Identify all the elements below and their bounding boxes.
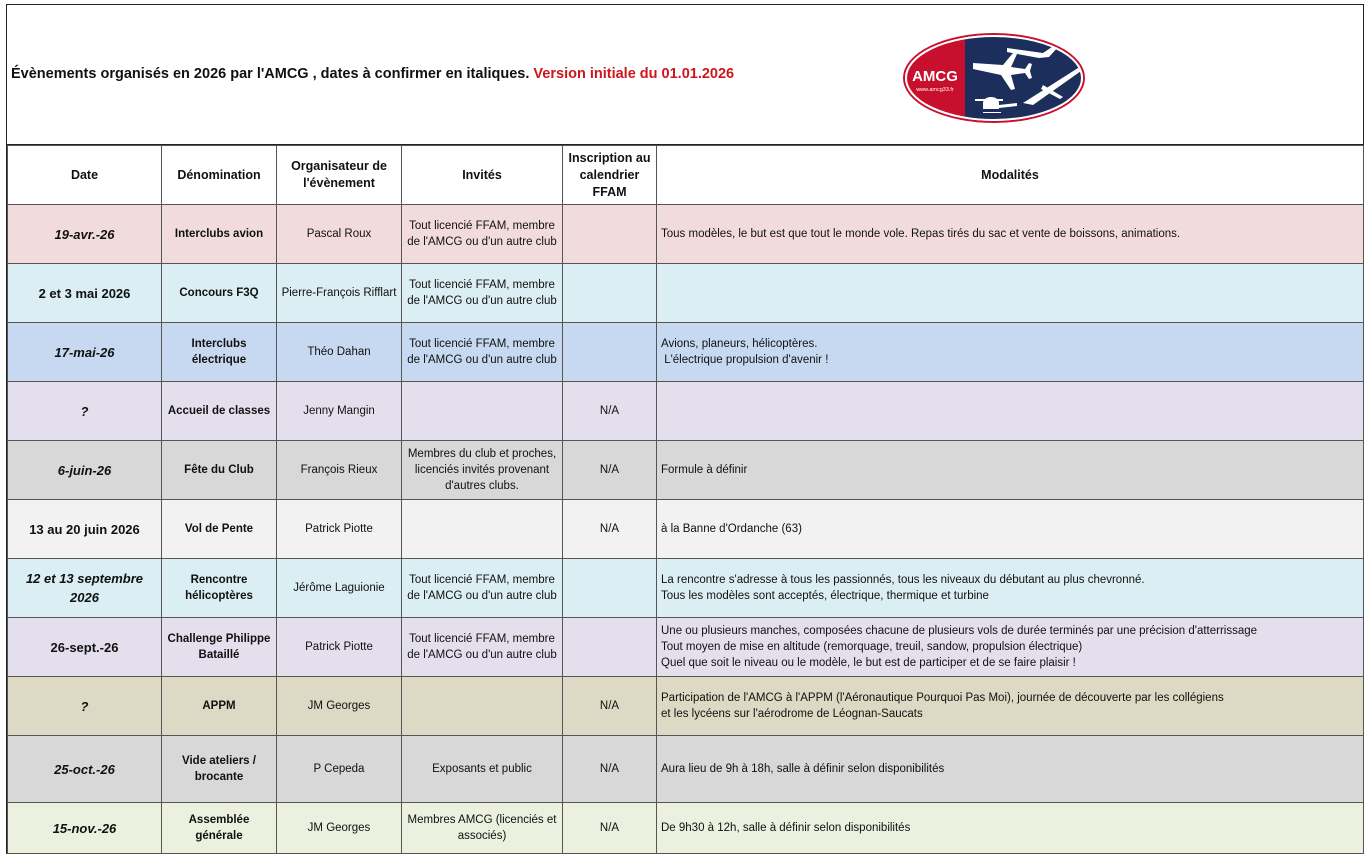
col-header-modalites: Modalités: [657, 146, 1364, 205]
cell-denomination: Concours F3Q: [162, 264, 277, 323]
cell-modalites: [657, 500, 1364, 559]
modalites-line: à la Banne d'Ordanche (63): [661, 523, 802, 535]
cell-inscription: [563, 618, 657, 677]
cell-invites: Tout licencié FFAM, membre de l'AMCG ou d'un autre club: [402, 205, 563, 264]
cell-date: 17-mai-26: [8, 323, 162, 382]
modalites-line: Tous modèles, le but est que tout le monde vole. Repas tirés du sac et vente de boissons, animations.: [661, 228, 1181, 240]
cell-date: ?: [8, 382, 162, 441]
table-row: [8, 618, 1364, 677]
cell-organisateur: Jenny Mangin: [277, 382, 402, 441]
cell-organisateur: Théo Dahan: [277, 323, 402, 382]
cell-date: 19-avr.-26: [8, 205, 162, 264]
cell-denomination: Accueil de classes: [162, 382, 277, 441]
cell-date: 13 au 20 juin 2026: [8, 500, 162, 559]
modalites-line: Avions, planeurs, hélicoptères.: [661, 338, 818, 350]
table-row: [8, 677, 1364, 736]
cell-modalites: [657, 677, 1364, 736]
cell-organisateur: François Rieux: [277, 441, 402, 500]
cell-organisateur: JM Georges: [277, 677, 402, 736]
cell-organisateur: JM Georges: [277, 803, 402, 854]
cell-invites: [402, 677, 563, 736]
cell-denomination: Vol de Pente: [162, 500, 277, 559]
cell-denomination: Rencontre hélicoptères: [162, 559, 277, 618]
cell-modalites: [657, 736, 1364, 803]
cell-organisateur: Patrick Piotte: [277, 500, 402, 559]
cell-denomination: Interclubs avion: [162, 205, 277, 264]
modalites-line: et les lycéens sur l'aérodrome de Léognan-Saucats: [661, 708, 923, 720]
cell-inscription: N/A: [563, 500, 657, 559]
cell-modalites: [657, 323, 1364, 382]
table-row: [8, 323, 1364, 382]
cell-modalites: [657, 559, 1364, 618]
table-row: [8, 736, 1364, 803]
amcg-logo: [903, 33, 1085, 123]
cell-modalites: [657, 618, 1364, 677]
cell-date: 6-juin-26: [8, 441, 162, 500]
cell-denomination: Assemblée générale: [162, 803, 277, 854]
cell-invites: Tout licencié FFAM, membre de l'AMCG ou d'un autre club: [402, 264, 563, 323]
page-title: [11, 66, 734, 82]
cell-modalites: [657, 382, 1364, 441]
logo-text: AMCG: [912, 68, 958, 85]
cell-invites: [402, 382, 563, 441]
title-text: Évènements organisés en 2026 par l'AMCG , dates à confirmer en italiques.: [11, 66, 530, 82]
cell-date: 12 et 13 septembre 2026: [8, 559, 162, 618]
cell-modalites: [657, 264, 1364, 323]
cell-inscription: N/A: [563, 803, 657, 854]
cell-modalites: [657, 205, 1364, 264]
cell-inscription: [563, 264, 657, 323]
cell-modalites: [657, 803, 1364, 854]
cell-modalites: [657, 441, 1364, 500]
col-header-invites: Invités: [402, 146, 563, 205]
cell-invites: Tout licencié FFAM, membre de l'AMCG ou d'un autre club: [402, 618, 563, 677]
cell-organisateur: Pierre-François Rifflart: [277, 264, 402, 323]
modalites-line: Tout moyen de mise en altitude (remorquage, treuil, sandow, propulsion électrique): [661, 641, 1083, 653]
cell-inscription: N/A: [563, 736, 657, 803]
modalites-line: L'électrique propulsion d'avenir !: [661, 354, 829, 366]
table-row: [8, 803, 1364, 854]
cell-invites: Tout licencié FFAM, membre de l'AMCG ou d'un autre club: [402, 559, 563, 618]
cell-organisateur: Patrick Piotte: [277, 618, 402, 677]
cell-inscription: N/A: [563, 441, 657, 500]
cell-denomination: Vide ateliers / brocante: [162, 736, 277, 803]
modalites-line: Une ou plusieurs manches, composées chacune de plusieurs vols de durée terminés par une précision d'atterrissage: [661, 625, 1258, 637]
table-row: [8, 264, 1364, 323]
version-label: Version initiale du 01.01.2026: [533, 66, 735, 82]
cell-organisateur: Pascal Roux: [277, 205, 402, 264]
cell-invites: Exposants et public: [402, 736, 563, 803]
table-row: [8, 559, 1364, 618]
modalites-line: Tous les modèles sont acceptés, électrique, thermique et turbine: [661, 590, 989, 602]
cell-inscription: [563, 559, 657, 618]
cell-denomination: APPM: [162, 677, 277, 736]
cell-denomination: Challenge Philippe Bataillé: [162, 618, 277, 677]
cell-invites: [402, 500, 563, 559]
cell-invites: Tout licencié FFAM, membre de l'AMCG ou d'un autre club: [402, 323, 563, 382]
table-row: [8, 382, 1364, 441]
col-header-denomination: Dénomination: [162, 146, 277, 205]
cell-invites: Membres du club et proches, licenciés invités provenant d'autres clubs.: [402, 441, 563, 500]
col-header-organisateur: Organisateur de l'évènement: [277, 146, 402, 205]
cell-organisateur: P Cepeda: [277, 736, 402, 803]
col-header-date: Date: [8, 146, 162, 205]
cell-organisateur: Jérôme Laguionie: [277, 559, 402, 618]
event-sheet: [6, 4, 1364, 854]
modalites-line: Formule à définir: [661, 464, 748, 476]
cell-denomination: Fête du Club: [162, 441, 277, 500]
cell-date: ?: [8, 677, 162, 736]
modalites-line: De 9h30 à 12h, salle à définir selon disponibilités: [661, 822, 911, 834]
cell-inscription: N/A: [563, 677, 657, 736]
cell-date: 26-sept.-26: [8, 618, 162, 677]
table-body: [8, 205, 1364, 854]
modalites-line: La rencontre s'adresse à tous les passionnés, tous les niveaux du débutant au plus chevronné.: [661, 574, 1145, 586]
cell-inscription: N/A: [563, 382, 657, 441]
table-header-row: [8, 146, 1364, 205]
cell-date: 25-oct.-26: [8, 736, 162, 803]
modalites-line: Quel que soit le niveau ou le modèle, le but est de participer et de se faire plaisir !: [661, 657, 1076, 669]
cell-invites: Membres AMCG (licenciés et associés): [402, 803, 563, 854]
events-table: [7, 145, 1364, 854]
modalites-line: Aura lieu de 9h à 18h, salle à définir selon disponibilités: [661, 763, 945, 775]
table-row: [8, 205, 1364, 264]
logo-url: www.amcg33.fr: [916, 87, 954, 93]
cell-denomination: Interclubs électrique: [162, 323, 277, 382]
cell-inscription: [563, 323, 657, 382]
cell-inscription: [563, 205, 657, 264]
col-header-inscription: Inscription au calendrier FFAM: [563, 146, 657, 205]
title-banner: [7, 5, 1363, 145]
table-row: [8, 500, 1364, 559]
table-row: [8, 441, 1364, 500]
cell-date: 2 et 3 mai 2026: [8, 264, 162, 323]
modalites-line: Participation de l'AMCG à l'APPM (l'Aéronautique Pourquoi Pas Moi), journée de découverte par les collégiens: [661, 692, 1224, 704]
cell-date: 15-nov.-26: [8, 803, 162, 854]
